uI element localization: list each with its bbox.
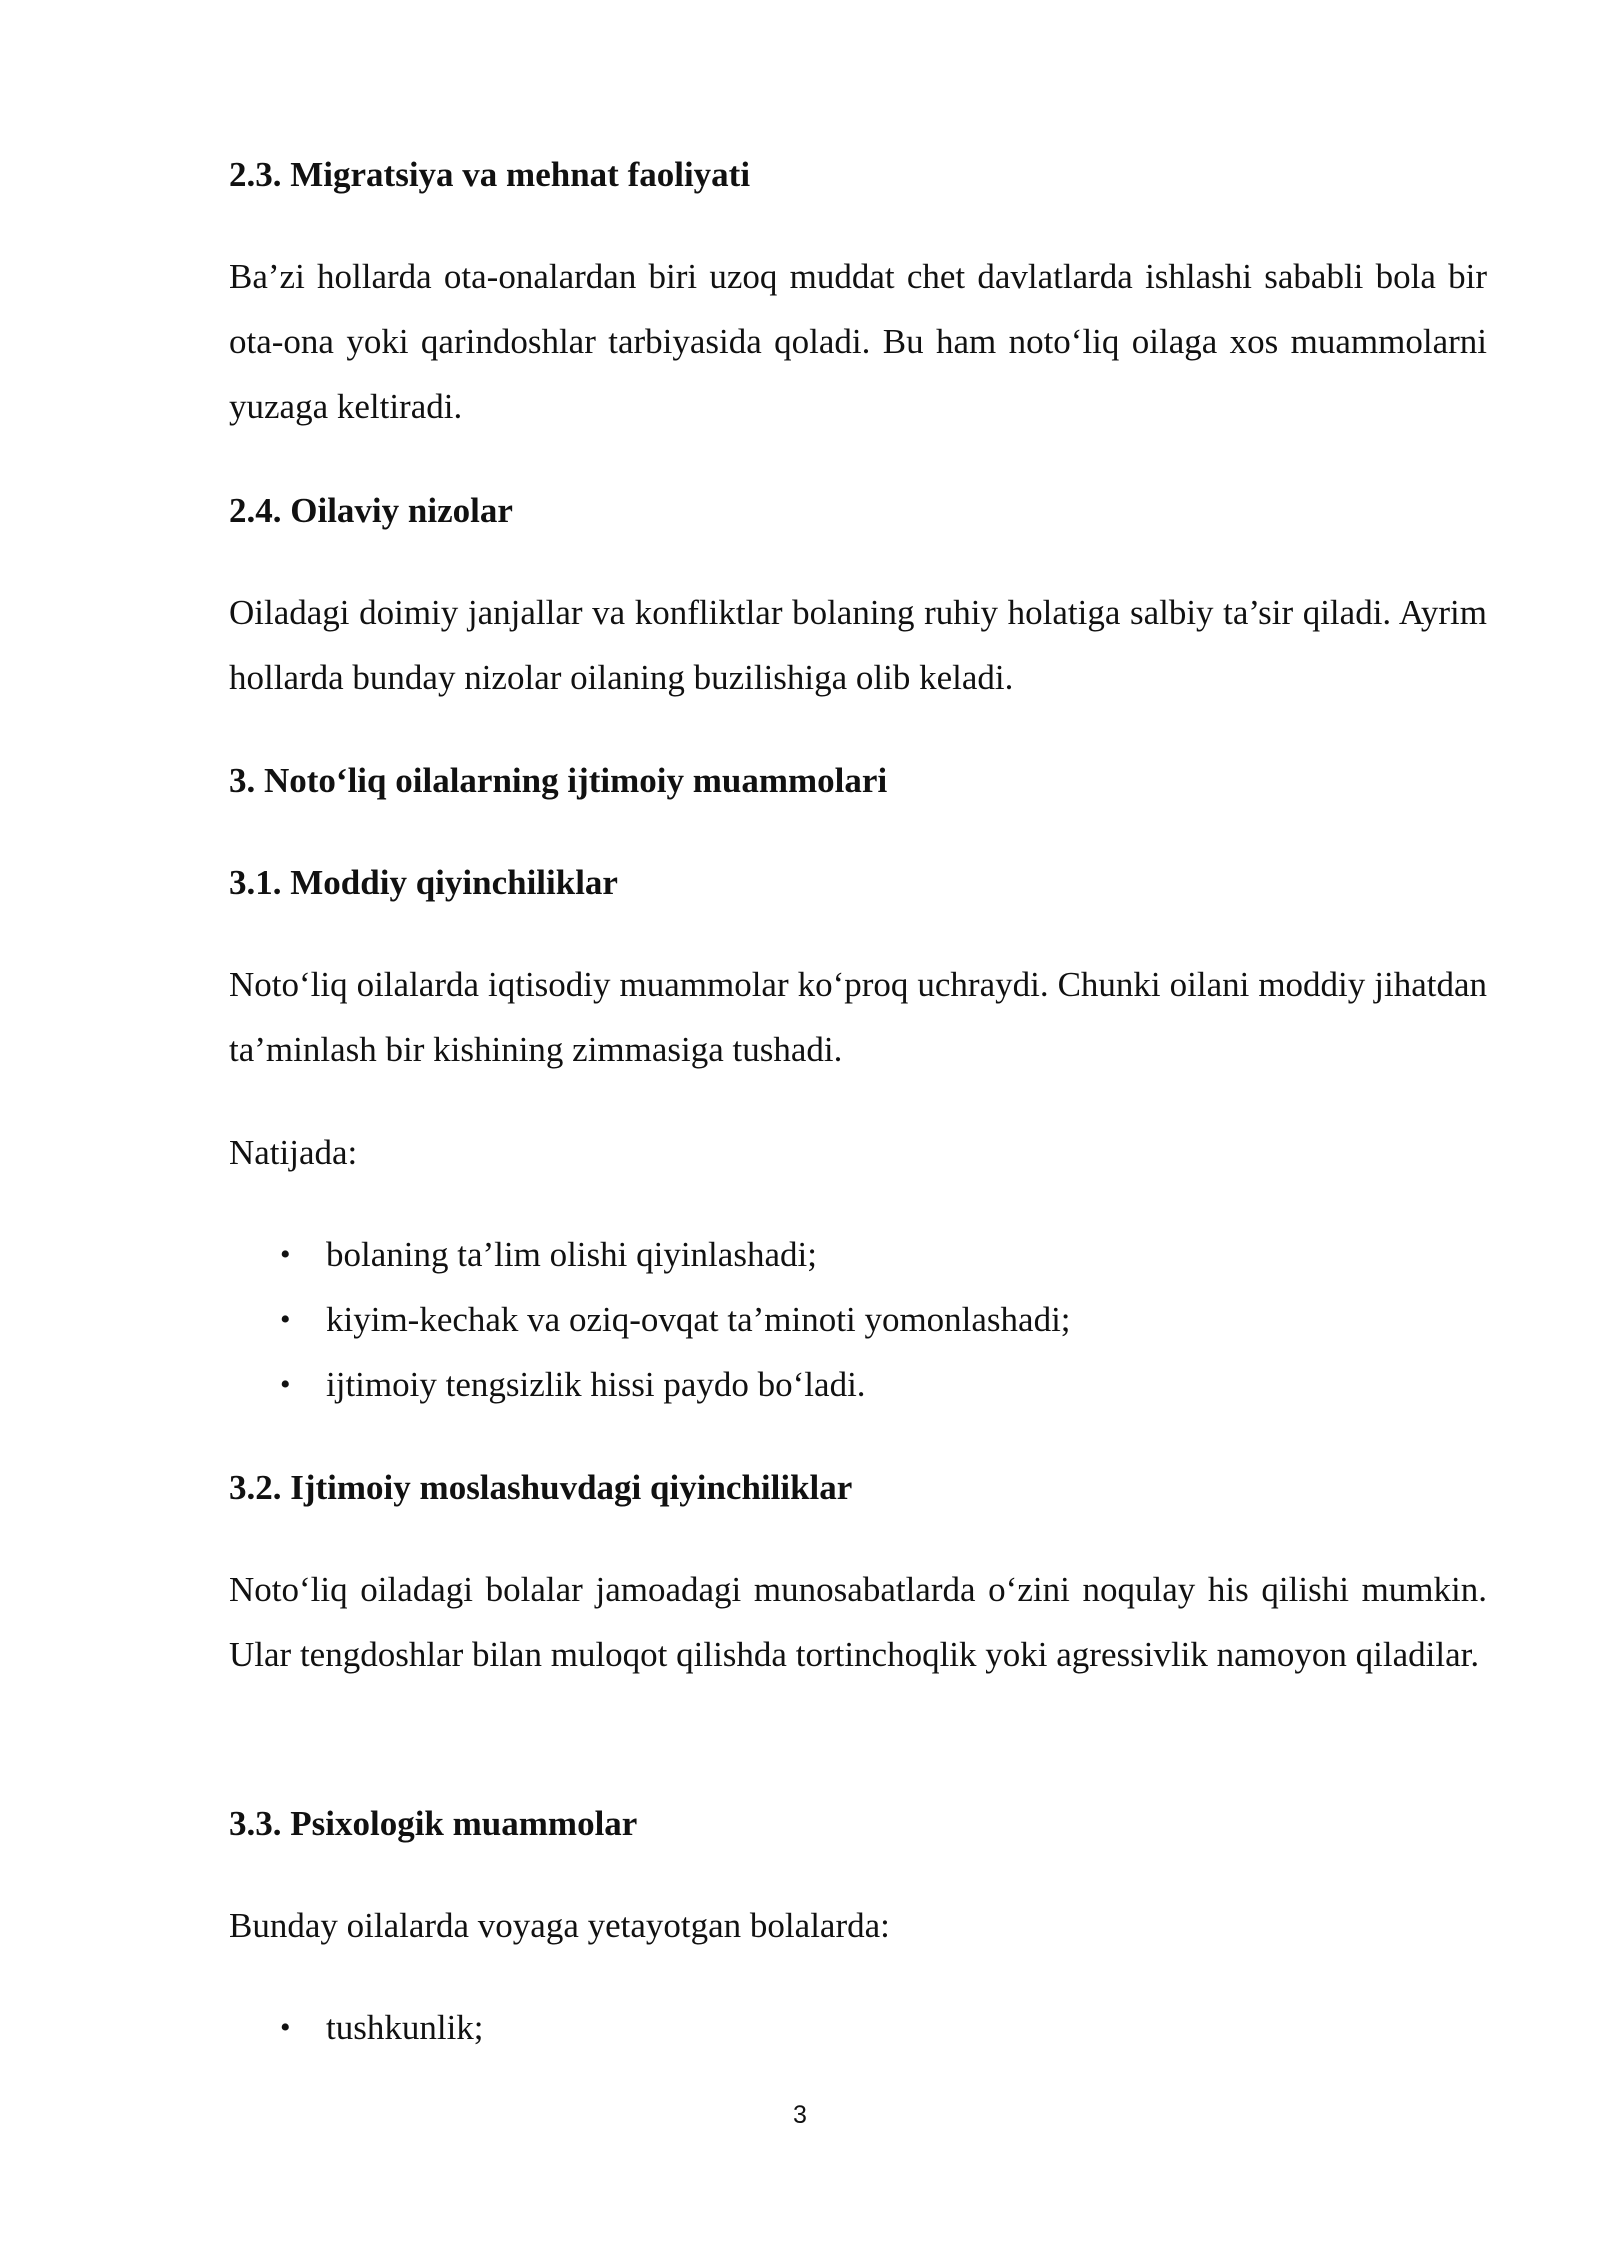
- section-heading-3-3: 3.3. Psixologik muammolar: [229, 1804, 638, 1843]
- bullet-list-3-1: [229, 1222, 1487, 1417]
- paragraph-2-3: Ba’zi hollarda ota-onalardan biri uzoq muddat chet davlatlarda ishlashi sababli bola bir ota-ona yoki qarindoshlar tarbiyasida qoladi. Bu ham noto‘liq oilaga xos muammolarni yuzaga keltiradi.: [229, 257, 1487, 426]
- bullet-icon: •: [280, 1368, 291, 1401]
- bullet-icon: •: [280, 1238, 291, 1271]
- bullet-list-3-3: [229, 1995, 1487, 2060]
- natijada-label: Natijada:: [229, 1133, 358, 1172]
- list-item: [229, 1352, 1487, 1417]
- page-number: 3: [793, 2101, 807, 2129]
- list-item-text: kiyim-kechak va oziq-ovqat ta’minoti yomonlashadi;: [326, 1300, 1071, 1339]
- paragraph-3-2: Noto‘liq oiladagi bolalar jamoadagi munosabatlarda o‘zini noqulay his qilishi mumkin. Ular tengdoshlar bilan muloqot qilishda tortinchoqlik yoki agressivlik namoyon qiladilar.: [229, 1570, 1487, 1674]
- list-item-text: ijtimoiy tengsizlik hissi paydo bo‘ladi.: [326, 1365, 866, 1404]
- paragraph-3-1: Noto‘liq oilalarda iqtisodiy muammolar ko‘proq uchraydi. Chunki oilani moddiy jihatdan ta’minlash bir kishining zimmasiga tushadi.: [229, 965, 1487, 1069]
- list-item-text: tushkunlik;: [326, 2008, 484, 2047]
- paragraph-3-3-lead: Bunday oilalarda voyaga yetayotgan bolalarda:: [229, 1906, 890, 1945]
- list-item: [229, 1287, 1487, 1352]
- section-heading-2-3: 2.3. Migratsiya va mehnat faoliyati: [229, 155, 751, 194]
- bullet-icon: •: [280, 2011, 291, 2044]
- paragraph-2-4: Oiladagi doimiy janjallar va konfliktlar bolaning ruhiy holatiga salbiy ta’sir qiladi. Ayrim hollarda bunday nizolar oilaning buzilishiga olib keladi.: [229, 593, 1487, 697]
- section-heading-3-1: 3.1. Moddiy qiyinchiliklar: [229, 863, 618, 902]
- section-heading-2-4: 2.4. Oilaviy nizolar: [229, 491, 513, 530]
- bullet-icon: •: [280, 1303, 291, 1336]
- list-item: [229, 1222, 1487, 1287]
- section-heading-3-2: 3.2. Ijtimoiy moslashuvdagi qiyinchiliklar: [229, 1468, 853, 1507]
- list-item-text: bolaning ta’lim olishi qiyinlashadi;: [326, 1235, 817, 1274]
- section-heading-3: 3. Noto‘liq oilalarning ijtimoiy muammolari: [229, 761, 888, 800]
- list-item: [229, 1995, 1487, 2060]
